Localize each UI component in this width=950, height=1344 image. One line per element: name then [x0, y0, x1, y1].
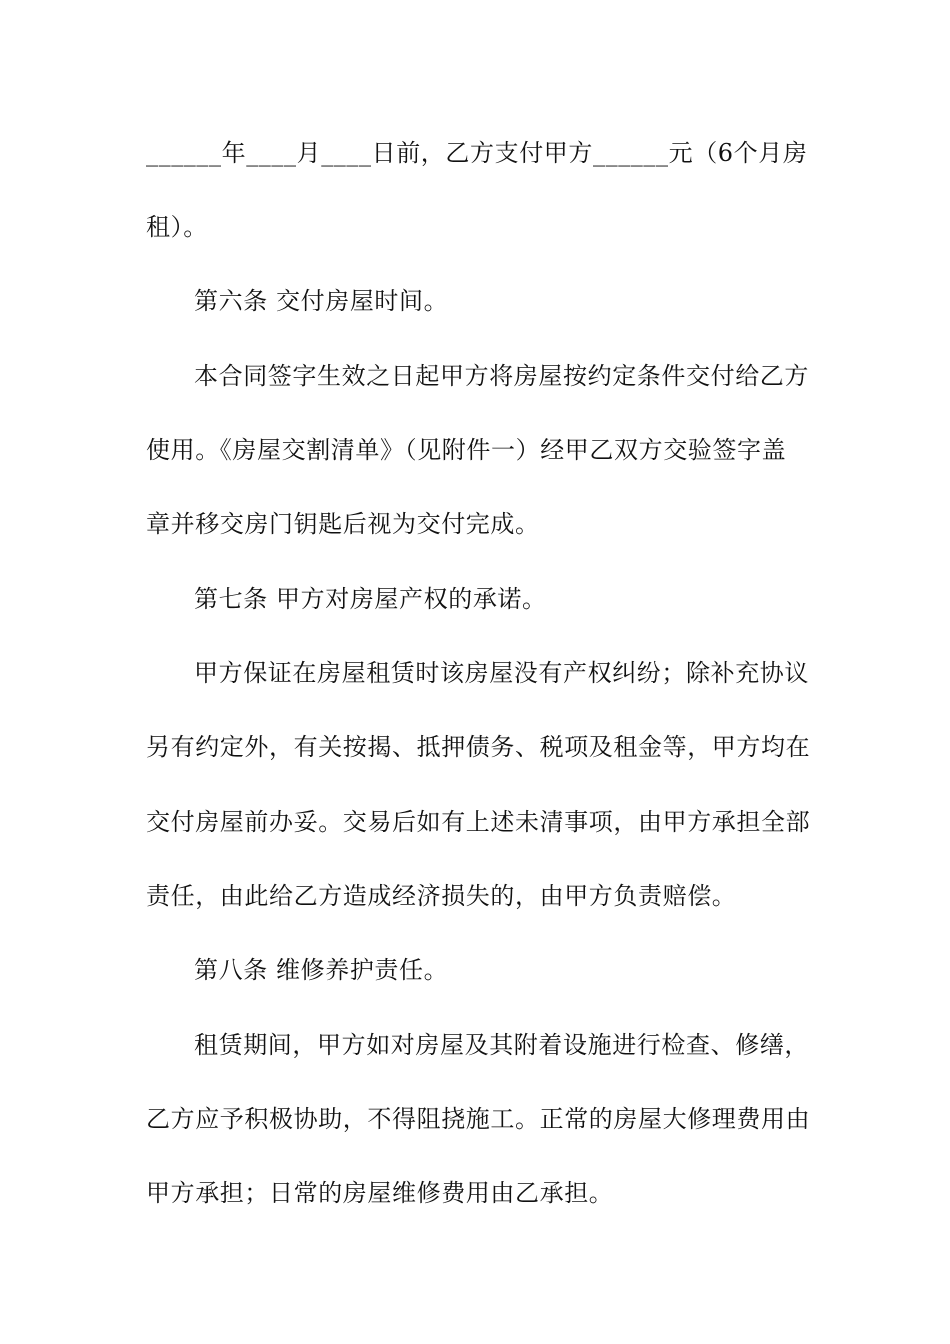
text-line-6: 章并移交房门钥匙后视为交付完成。	[146, 510, 540, 538]
article-7-heading: 第七条 甲方对房屋产权的承诺。	[194, 585, 547, 613]
text-line-11: 责任，由此给乙方造成经济损失的，由甲方负责赔偿。	[146, 882, 737, 910]
text-line-9: 另有约定外，有关按揭、抵押债务、税项及租金等，甲方均在	[146, 733, 811, 761]
text-line-13: 租赁期间，甲方如对房屋及其附着设施进行检查、修缮，	[194, 1031, 809, 1059]
article-6-heading: 第六条 交付房屋时间。	[194, 287, 449, 315]
text-line-14: 乙方应予积极协助，不得阻挠施工。正常的房屋大修理费用由	[146, 1105, 811, 1133]
article-8-heading: 第八条 维修养护责任。	[194, 956, 449, 984]
text-line-2: 租）。	[146, 213, 208, 241]
text-line-1: ______年____月____日前，乙方支付甲方______元（6个月房	[146, 139, 808, 167]
text-line-5: 使用。《房屋交割清单》（见附件一）经甲乙双方交验签字盖	[146, 436, 787, 464]
text-line-15: 甲方承担；日常的房屋维修费用由乙承担。	[146, 1179, 614, 1207]
text-line-4: 本合同签字生效之日起甲方将房屋按约定条件交付给乙方	[194, 362, 809, 390]
text-line-10: 交付房屋前办妥。交易后如有上述未清事项，由甲方承担全部	[146, 808, 811, 836]
text-line-8: 甲方保证在房屋租赁时该房屋没有产权纠纷；除补充协议	[194, 659, 809, 687]
